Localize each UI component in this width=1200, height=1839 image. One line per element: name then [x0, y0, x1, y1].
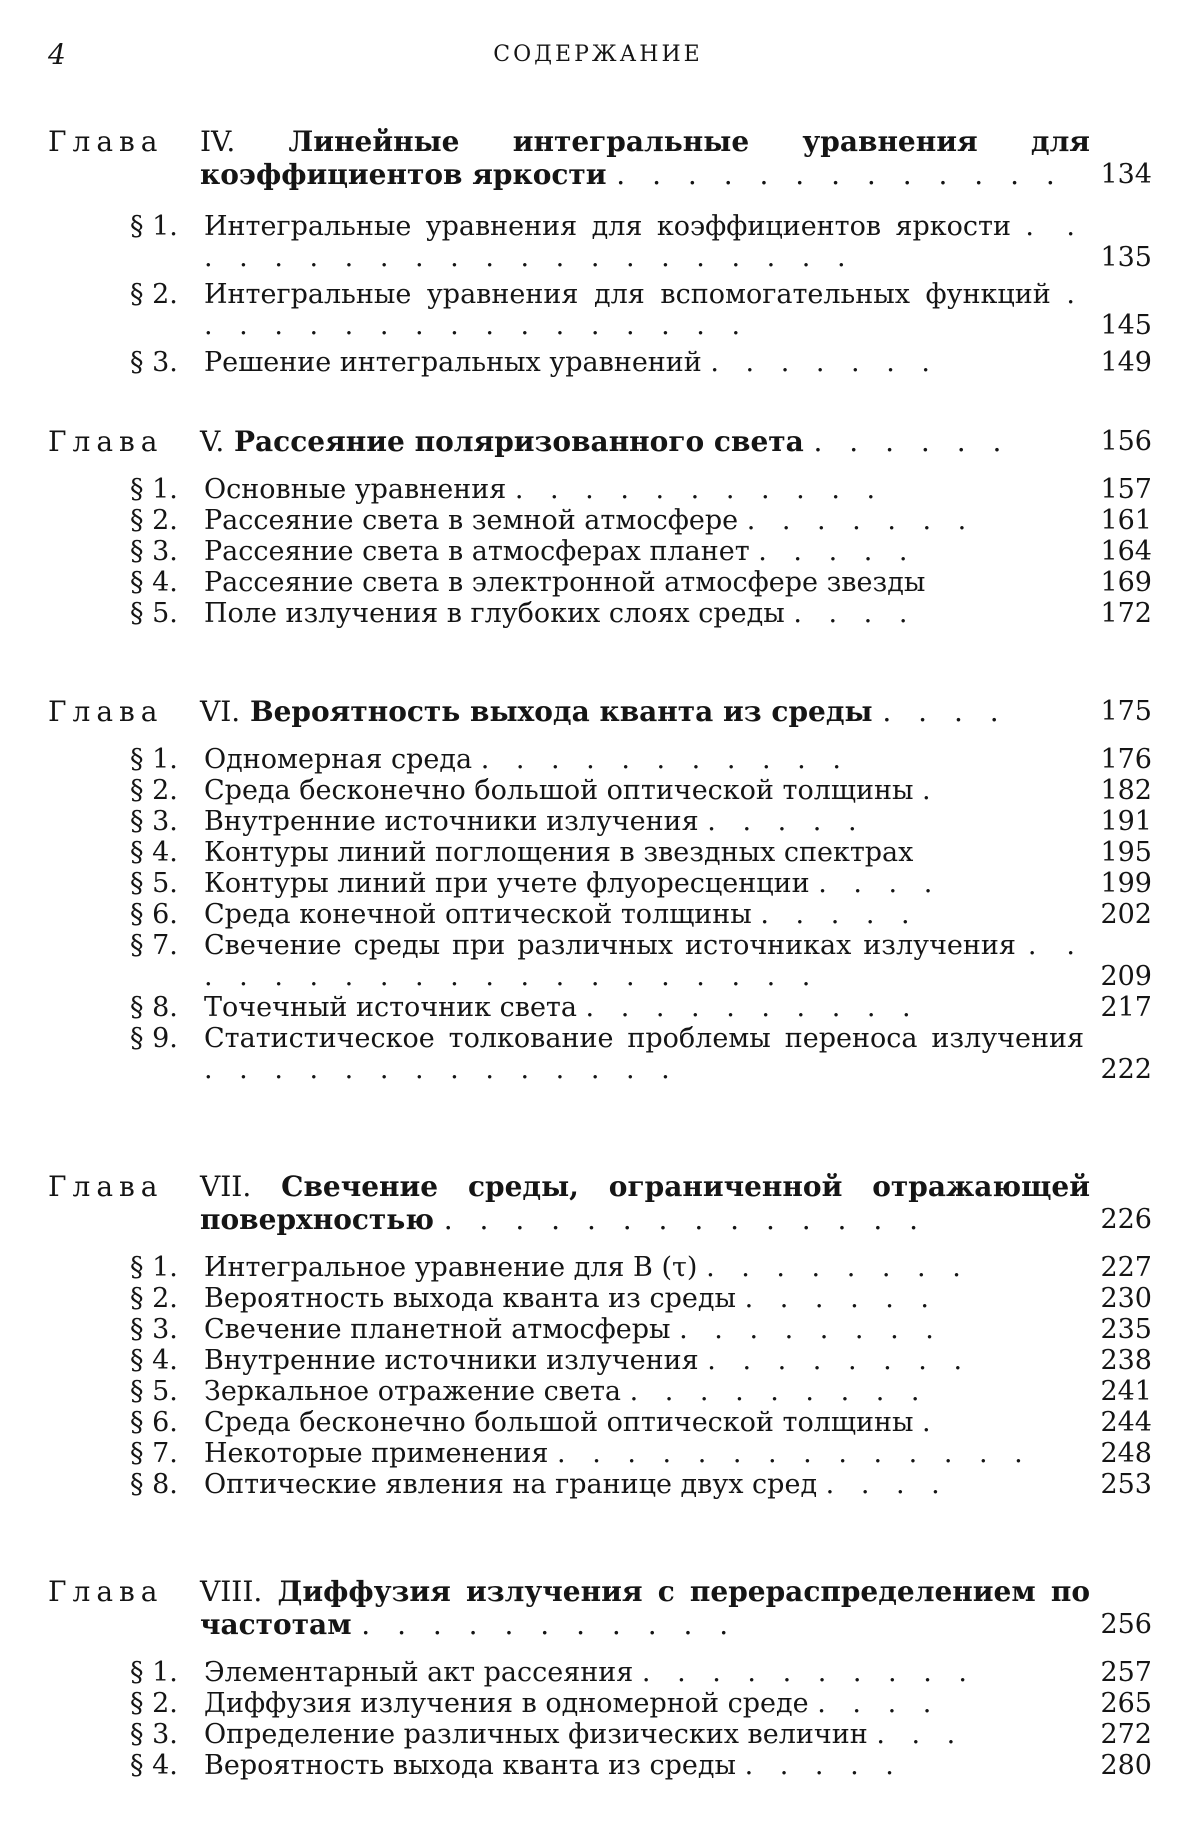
chapter-title: Свечение среды, ограниченной отражающей поверхностью: [200, 1170, 1090, 1236]
section-number: § 1.: [130, 1252, 210, 1283]
toc-entry: § 3. Внутренние источники излучения . . . . . 191: [48, 806, 1152, 837]
chapter-label: Глава: [48, 1575, 196, 1608]
toc-entry: § 3. Определение различных физических величин . . . 272: [48, 1719, 1152, 1750]
section-number: § 3.: [130, 347, 210, 378]
section-page: 195: [1100, 837, 1152, 868]
toc-entry: § 3. Рассеяние света в атмосферах планет . . . . . 164: [48, 536, 1152, 567]
chapter-heading: Глава VI. Вероятность выхода кванта из среды . . . . 175: [48, 695, 1152, 728]
chapter-page: 256: [1100, 1608, 1152, 1641]
section-title: Одномерная среда: [204, 744, 472, 775]
toc-entry: § 5. Контуры линий при учете флуоресценции . . . . 199: [48, 868, 1152, 899]
chapter-title: Диффузия излучения с перераспределением по частотам: [200, 1575, 1090, 1641]
section-page: 164: [1100, 536, 1152, 567]
chapter-vii: [48, 1170, 1152, 1500]
toc-entry: § 2. Диффузия излучения в одномерной среде . . . . 265: [48, 1688, 1152, 1719]
section-number: § 1.: [130, 744, 210, 775]
section-title: Среда бесконечно большой оптической толщины: [204, 1407, 913, 1438]
section-number: § 2.: [130, 1283, 210, 1314]
section-page: 202: [1100, 899, 1152, 930]
section-page: 244: [1100, 1407, 1152, 1438]
section-page: 222: [1100, 1054, 1152, 1085]
section-page: 169: [1100, 567, 1152, 598]
section-number: § 3.: [130, 536, 210, 567]
section-page: 145: [1100, 310, 1152, 341]
section-number: § 2.: [130, 775, 210, 806]
section-number: § 5.: [130, 598, 210, 629]
section-page: 191: [1100, 806, 1152, 837]
toc-entry: § 9. Статистическое толкование проблемы переноса излучения . . . . . . . . . . . . . . 222: [48, 1023, 1152, 1085]
chapter-number: V.: [200, 425, 224, 458]
section-number: § 5.: [130, 868, 210, 899]
section-page: 235: [1100, 1314, 1152, 1345]
section-list: [48, 744, 1152, 1085]
section-list: [48, 474, 1152, 629]
section-number: § 3.: [130, 1314, 210, 1345]
section-list: [48, 1657, 1152, 1781]
section-page: 257: [1100, 1657, 1152, 1688]
chapter-v: [48, 425, 1152, 629]
toc-entry: § 4. Внутренние источники излучения . . . . . . . . 238: [48, 1345, 1152, 1376]
section-title: Диффузия излучения в одномерной среде: [204, 1688, 809, 1719]
section-title: Вероятность выхода кванта из среды: [204, 1283, 736, 1314]
toc-entry: § 4. Вероятность выхода кванта из среды . . . . . 280: [48, 1750, 1152, 1781]
section-title: Рассеяние света в электронной атмосфере звезды: [204, 567, 925, 598]
toc-entry: [48, 567, 1152, 598]
section-title: Рассеяние света в атмосферах планет: [204, 536, 750, 567]
chapter-number: IV.: [200, 125, 235, 158]
section-page: 265: [1100, 1688, 1152, 1719]
chapter-viii: [48, 1575, 1152, 1781]
toc-entry: § 1. Одномерная среда . . . . . . . . . . . 176: [48, 744, 1152, 775]
chapter-page: 226: [1100, 1203, 1152, 1236]
section-title: Статистическое толкование проблемы переноса излучения: [204, 1023, 1084, 1054]
section-number: § 2.: [130, 505, 210, 536]
toc-entry: § 1. Интегральные уравнения для коэффициентов яркости . . . . . . . . . . . . . . . . . . . . . 135: [48, 211, 1152, 273]
toc-entry: § 1. Основные уравнения . . . . . . . . . . . 157: [48, 474, 1152, 505]
section-number: § 7.: [130, 930, 210, 961]
section-page: 272: [1100, 1719, 1152, 1750]
toc-entry: § 5. Поле излучения в глубоких слоях среды . . . . 172: [48, 598, 1152, 629]
toc-entry: § 3. Решение интегральных уравнений . . . . . . . 149: [48, 347, 1152, 378]
chapter-number: VIII.: [200, 1575, 262, 1608]
page-number: 4: [48, 38, 66, 71]
page-header: [48, 38, 1148, 78]
chapter-page: 134: [1100, 158, 1152, 191]
section-title: Оптические явления на границе двух сред: [204, 1469, 817, 1500]
chapter-label: Глава: [48, 425, 196, 458]
section-page: 157: [1100, 474, 1152, 505]
section-page: 217: [1100, 992, 1152, 1023]
section-number: § 1.: [130, 474, 210, 505]
section-page: 149: [1100, 347, 1152, 378]
section-number: § 2.: [130, 279, 210, 310]
chapter-label: Глава: [48, 1170, 196, 1203]
section-number: § 3.: [130, 1719, 210, 1750]
section-list: [48, 211, 1152, 378]
section-page: 161: [1100, 505, 1152, 536]
toc-entry: § 7. Некоторые применения . . . . . . . . . . . . . . 248: [48, 1438, 1152, 1469]
chapter-heading: Глава VIII. Диффузия излучения с перераспределением по частотам . . . . . . . . . . . 256: [48, 1575, 1152, 1641]
section-page: 227: [1100, 1252, 1152, 1283]
toc-entry: § 1. Интегральное уравнение для B (τ) . . . . . . . . 227: [48, 1252, 1152, 1283]
section-page: 135: [1100, 242, 1152, 273]
chapter-heading: Глава VII. Свечение среды, ограниченной отражающей поверхностью . . . . . . . . . . . . . . 226: [48, 1170, 1152, 1236]
chapter-label: Глава: [48, 695, 196, 728]
chapter-title: Линейные интегральные уравнения для коэффициентов яркости: [200, 125, 1090, 191]
toc-entry: § 2. Вероятность выхода кванта из среды . . . . . . 230: [48, 1283, 1152, 1314]
section-number: § 8.: [130, 1469, 210, 1500]
chapter-number: VI.: [200, 695, 240, 728]
section-title: Вероятность выхода кванта из среды: [204, 1750, 736, 1781]
toc-entry: § 2. Интегральные уравнения для вспомогательных функций . . . . . . . . . . . . . . . . . 145: [48, 279, 1152, 341]
section-page: 182: [1100, 775, 1152, 806]
section-list: [48, 1252, 1152, 1500]
chapter-iv: [48, 125, 1152, 378]
section-title: Среда конечной оптической толщины: [204, 899, 752, 930]
section-number: § 3.: [130, 806, 210, 837]
section-page: 230: [1100, 1283, 1152, 1314]
section-number: § 4.: [130, 567, 210, 598]
section-page: 209: [1100, 961, 1152, 992]
section-number: § 6.: [130, 1407, 210, 1438]
section-title: Поле излучения в глубоких слоях среды: [204, 598, 785, 629]
toc-entry: § 8. Точечный источник света . . . . . . . . . . 217: [48, 992, 1152, 1023]
section-number: § 7.: [130, 1438, 210, 1469]
section-number: § 8.: [130, 992, 210, 1023]
section-page: 248: [1100, 1438, 1152, 1469]
section-page: 199: [1100, 868, 1152, 899]
section-title: Определение различных физических величин: [204, 1719, 868, 1750]
chapter-heading: Глава V. Рассеяние поляризованного света . . . . . . 156: [48, 425, 1152, 458]
chapter-vi: [48, 695, 1152, 1085]
section-title: Элементарный акт рассеяния: [204, 1657, 633, 1688]
section-number: § 5.: [130, 1376, 210, 1407]
running-title: СОДЕРЖАНИЕ: [48, 42, 1148, 67]
chapter-heading: Глава IV. Линейные интегральные уравнения для коэффициентов яркости . . . . . . . . . . . . . 134: [48, 125, 1152, 191]
chapter-number: VII.: [200, 1170, 251, 1203]
section-page: 253: [1100, 1469, 1152, 1500]
section-title: Среда бесконечно большой оптической толщины: [204, 775, 913, 806]
section-title: Внутренние источники излучения: [204, 806, 699, 837]
section-title: Контуры линий при учете флуоресценции: [204, 868, 810, 899]
section-title: Интегральные уравнения для вспомогательных функций: [204, 279, 1051, 310]
toc-entry: § 3. Свечение планетной атмосферы . . . . . . . . 235: [48, 1314, 1152, 1345]
section-page: 238: [1100, 1345, 1152, 1376]
section-title: Свечение планетной атмосферы: [204, 1314, 671, 1345]
toc-entry: § 7. Свечение среды при различных источниках излучения . . . . . . . . . . . . . . . . . . . . 209: [48, 930, 1152, 992]
section-title: Решение интегральных уравнений: [204, 347, 702, 378]
section-page: 176: [1100, 744, 1152, 775]
section-title: Рассеяние света в земной атмосфере: [204, 505, 738, 536]
section-title: Свечение среды при различных источниках излучения: [204, 930, 1016, 961]
toc-entry: § 6. Среда конечной оптической толщины . . . . . 202: [48, 899, 1152, 930]
section-title: Интегральные уравнения для коэффициентов яркости: [204, 211, 1011, 242]
chapter-title: Вероятность выхода кванта из среды: [250, 695, 873, 728]
toc-entry: § 8. Оптические явления на границе двух сред . . . . 253: [48, 1469, 1152, 1500]
section-title: Некоторые применения: [204, 1438, 548, 1469]
section-page: 172: [1100, 598, 1152, 629]
chapter-label: Глава: [48, 125, 196, 158]
section-title: Основные уравнения: [204, 474, 506, 505]
section-title: Точечный источник света: [204, 992, 577, 1023]
chapter-title: Рассеяние поляризованного света: [234, 425, 804, 458]
section-number: § 1.: [130, 211, 210, 242]
toc-entry: § 2. Рассеяние света в земной атмосфере . . . . . . . 161: [48, 505, 1152, 536]
section-number: § 4.: [130, 837, 210, 868]
section-title: Зеркальное отражение света: [204, 1376, 621, 1407]
section-title: Внутренние источники излучения: [204, 1345, 699, 1376]
toc-entry: § 5. Зеркальное отражение света . . . . . . . . . 241: [48, 1376, 1152, 1407]
chapter-page: 175: [1100, 695, 1152, 728]
chapter-page: 156: [1100, 425, 1152, 458]
section-title: Интегральное уравнение для B (τ): [204, 1252, 697, 1283]
section-number: § 9.: [130, 1023, 210, 1054]
section-title: Контуры линий поглощения в звездных спектрах: [204, 837, 913, 868]
section-number: § 1.: [130, 1657, 210, 1688]
section-number: § 2.: [130, 1688, 210, 1719]
toc-entry: § 1. Элементарный акт рассеяния . . . . . . . . . . 257: [48, 1657, 1152, 1688]
section-page: 280: [1100, 1750, 1152, 1781]
section-page: 241: [1100, 1376, 1152, 1407]
section-number: § 4.: [130, 1750, 210, 1781]
toc-entry: § 2. Среда бесконечно большой оптической толщины . 182: [48, 775, 1152, 806]
section-number: § 4.: [130, 1345, 210, 1376]
toc-entry: [48, 837, 1152, 868]
section-number: § 6.: [130, 899, 210, 930]
toc-entry: § 6. Среда бесконечно большой оптической толщины . 244: [48, 1407, 1152, 1438]
